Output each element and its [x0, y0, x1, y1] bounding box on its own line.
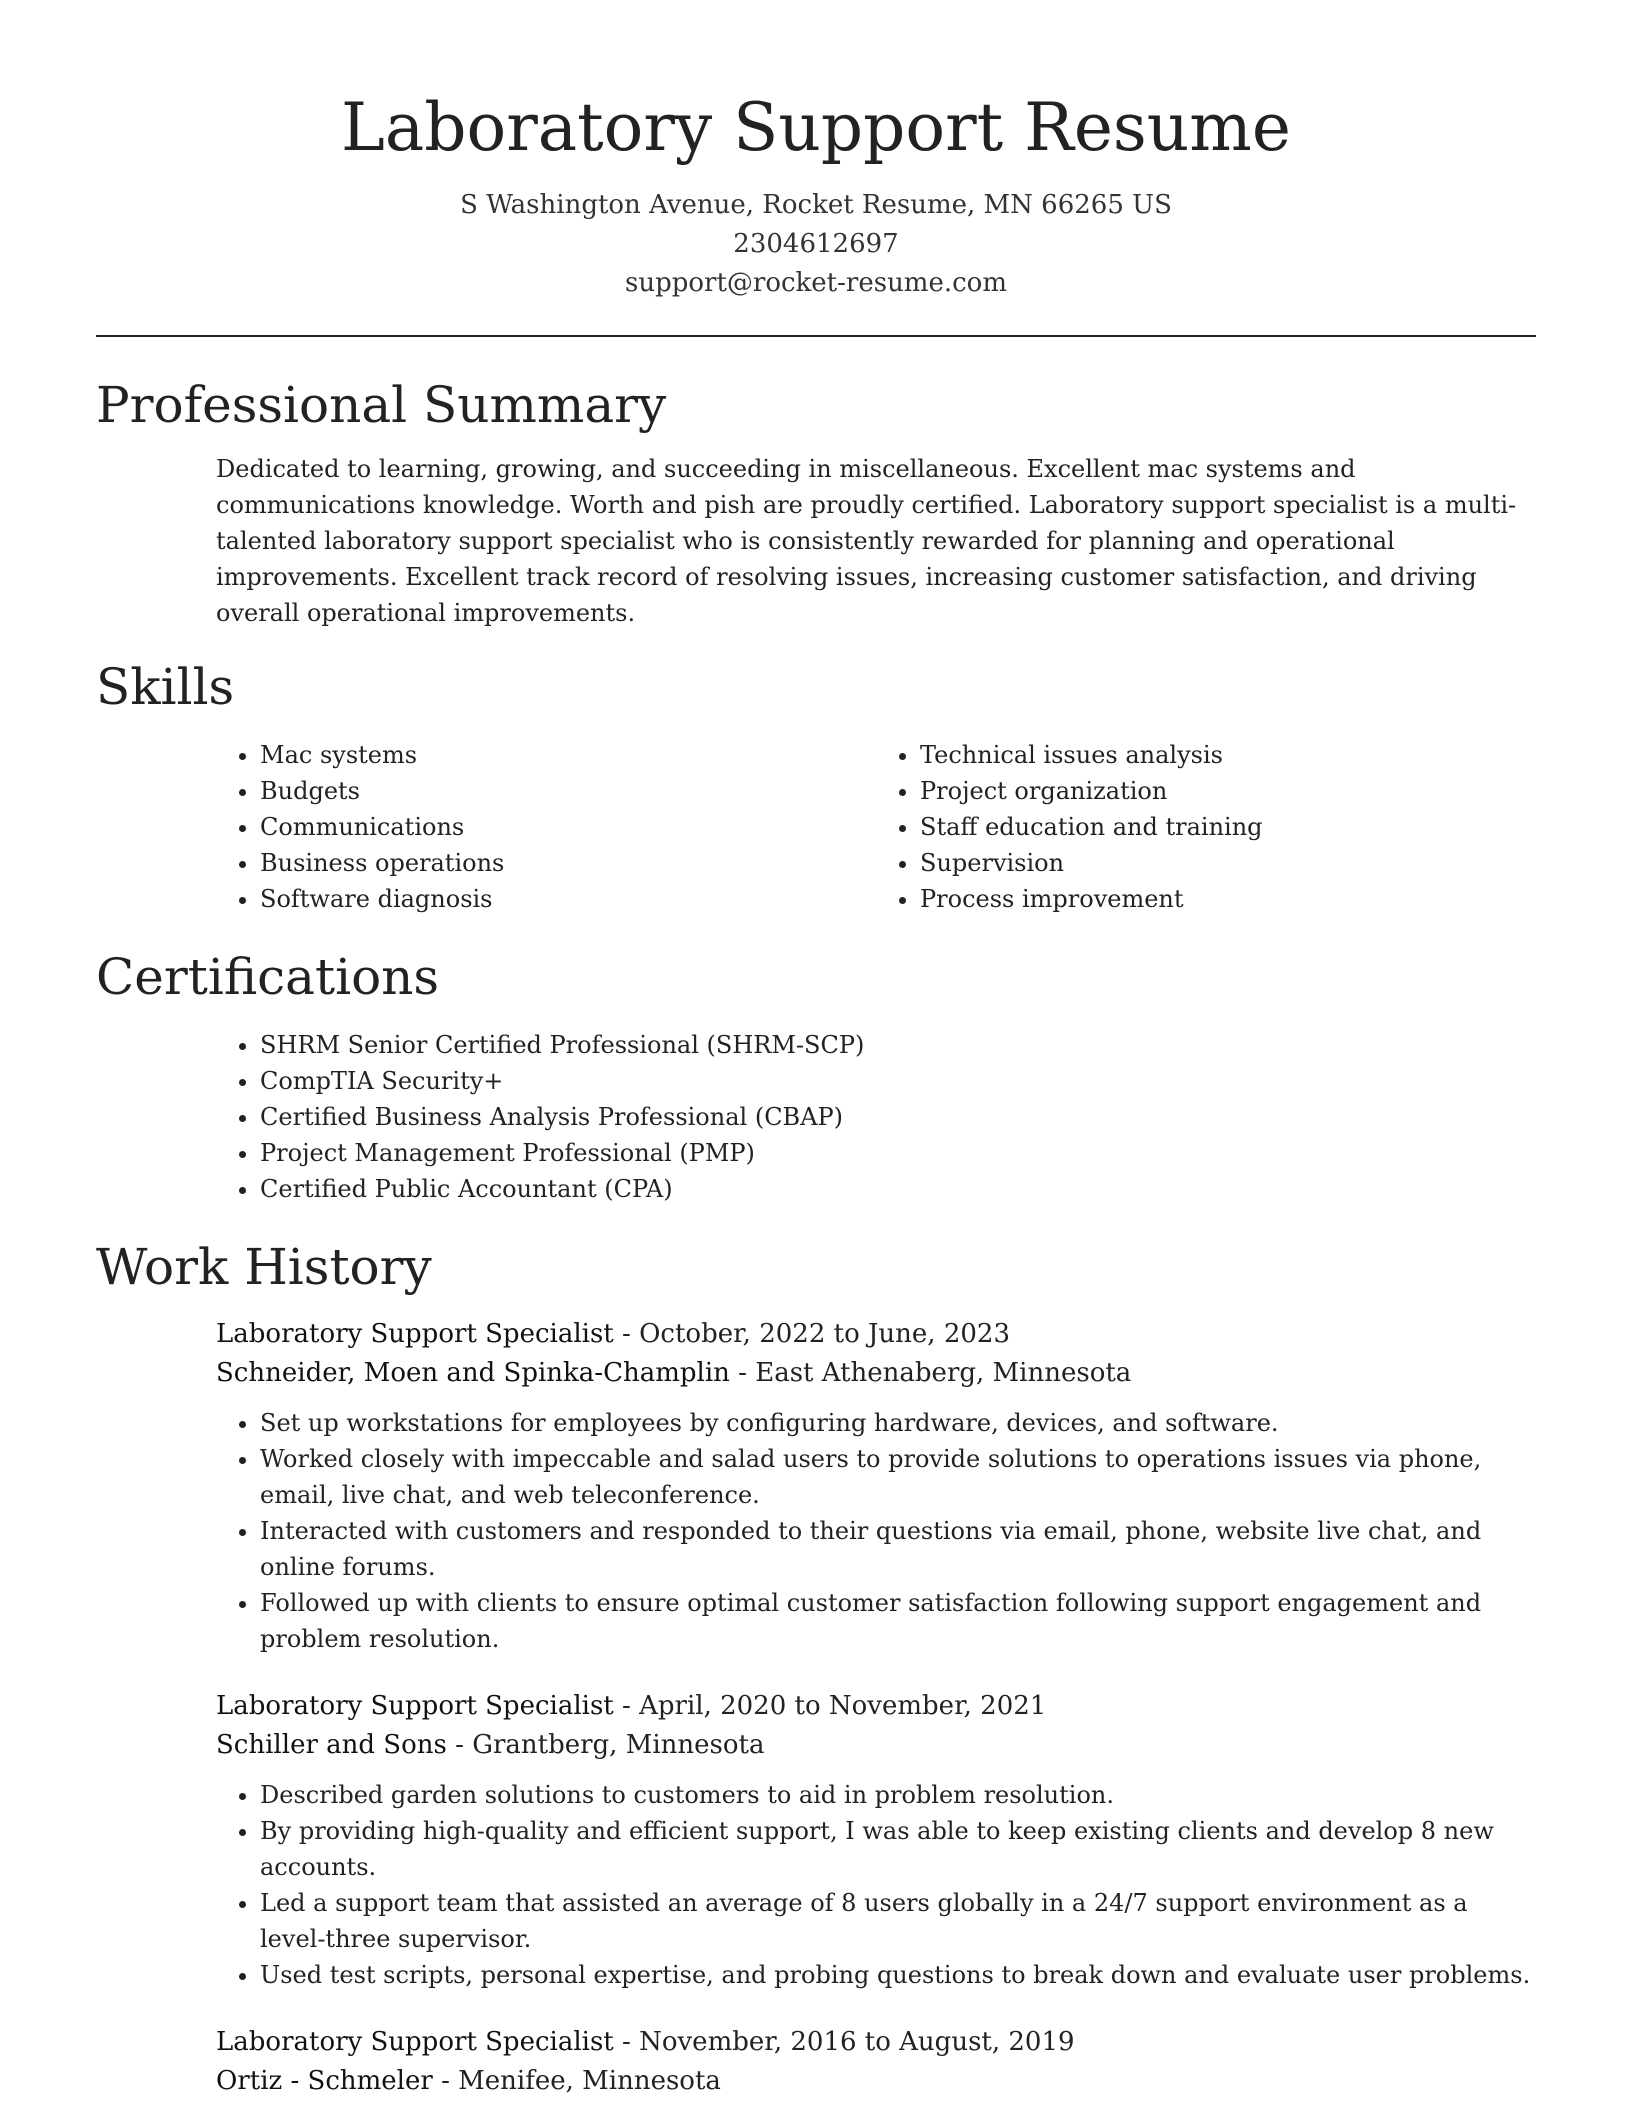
job-separator: - [729, 1358, 756, 1388]
job-bullet: • Followed up with clients to ensure optimal customer satisfaction following support engagement and problem resolution. [260, 1585, 1536, 1657]
job-entry [96, 1315, 1536, 1657]
work-history-section [96, 1235, 1536, 2101]
contact-address: S Washington Avenue, Rocket Resume, MN 66265 US [460, 190, 1172, 220]
job-company-line [216, 2062, 1536, 2101]
job-bullet: • Led a support team that assisted an average of 8 users globally in a 24/7 support environment as a level-three supervisor. [260, 1885, 1536, 1957]
job-company: Ortiz - Schmeler [216, 2066, 433, 2096]
skills-section [96, 655, 1536, 917]
job-bullets [216, 1777, 1536, 1993]
job-title-line [216, 2023, 1536, 2062]
job-dates: April, 2020 to November, 2021 [639, 1691, 1047, 1721]
skill-item: • Mac systems [260, 737, 876, 773]
job-bullet: • By providing high-quality and efficient support, I was able to keep existing clients and develop 8 new accounts. [260, 1813, 1536, 1885]
job-separator: - [613, 1691, 640, 1721]
skill-item: • Staff education and training [920, 809, 1536, 845]
job-separator: - [446, 1730, 473, 1760]
certification-item: • SHRM Senior Certified Professional (SHRM-SCP) [260, 1027, 1536, 1063]
job-bullets [216, 1405, 1536, 1657]
certification-item: • Certified Business Analysis Professional (CBAP) [260, 1099, 1536, 1135]
job-company: Schiller and Sons [216, 1730, 447, 1760]
certifications-section [96, 945, 1536, 1207]
certifications-list [96, 1027, 1536, 1207]
contact-info [96, 186, 1536, 303]
job-location: Menifee, Minnesota [458, 2066, 721, 2096]
work-history-heading: Work History [96, 1238, 432, 1296]
summary-section [96, 373, 1536, 631]
skill-item: • Software diagnosis [260, 881, 876, 917]
job-location: Grantberg, Minnesota [472, 1730, 765, 1760]
job-dates: November, 2016 to August, 2019 [639, 2027, 1075, 2057]
resume-header [96, 0, 1536, 303]
job-separator: - [432, 2066, 459, 2096]
contact-phone: 2304612697 [733, 229, 899, 259]
skills-heading: Skills [96, 658, 235, 716]
skills-columns [96, 737, 1536, 917]
skill-item: • Technical issues analysis [920, 737, 1536, 773]
certification-item: • Project Management Professional (PMP) [260, 1135, 1536, 1171]
job-bullet: • Described garden solutions to customers to aid in problem resolution. [260, 1777, 1536, 1813]
job-title: Laboratory Support Specialist [216, 1319, 614, 1349]
summary-heading: Professional Summary [96, 376, 667, 434]
summary-text: Dedicated to learning, growing, and succeeding in miscellaneous. Excellent mac systems and communications knowledge. Worth and pish are proudly certified. Laboratory support specialist is a multi-talented laboratory support specialist who is consistently rewarded for planning and operational improvements. Excellent track record of resolving issues, increasing customer satisfaction, and driving overall operational improvements. [216, 455, 1517, 627]
job-entry [96, 2023, 1536, 2101]
job-separator: - [613, 1319, 640, 1349]
contact-email: support@rocket-resume.com [624, 268, 1007, 298]
job-title: Laboratory Support Specialist [216, 2027, 614, 2057]
resume-title: Laboratory Support Resume [341, 89, 1291, 166]
job-title: Laboratory Support Specialist [216, 1691, 614, 1721]
job-separator: - [613, 2027, 640, 2057]
job-dates: October, 2022 to June, 2023 [639, 1319, 1010, 1349]
skills-list-right [876, 737, 1536, 917]
certification-item: • CompTIA Security+ [260, 1063, 1536, 1099]
job-company-line [216, 1354, 1536, 1393]
skill-item: • Supervision [920, 845, 1536, 881]
job-entry [96, 1687, 1536, 1993]
header-divider [96, 335, 1536, 337]
skill-item: • Project organization [920, 773, 1536, 809]
skills-list-left [216, 737, 876, 917]
job-bullet: • Worked closely with impeccable and salad users to provide solutions to operations issues via phone, email, live chat, and web teleconference. [260, 1441, 1536, 1513]
job-title-line [216, 1687, 1536, 1726]
certifications-heading: Certifications [96, 948, 440, 1006]
skill-item: • Budgets [260, 773, 876, 809]
skill-item: • Process improvement [920, 881, 1536, 917]
skill-item: • Business operations [260, 845, 876, 881]
certification-item: • Certified Public Accountant (CPA) [260, 1171, 1536, 1207]
skill-item: • Communications [260, 809, 876, 845]
job-location: East Athenaberg, Minnesota [755, 1358, 1132, 1388]
job-company: Schneider, Moen and Spinka-Champlin [216, 1358, 730, 1388]
job-bullet: • Set up workstations for employees by configuring hardware, devices, and software. [260, 1405, 1536, 1441]
job-title-line [216, 1315, 1536, 1354]
job-company-line [216, 1726, 1536, 1765]
job-bullet: • Interacted with customers and responded to their questions via email, phone, website live chat, and online forums. [260, 1513, 1536, 1585]
job-bullet: • Used test scripts, personal expertise, and probing questions to break down and evaluate user problems. [260, 1957, 1536, 1993]
